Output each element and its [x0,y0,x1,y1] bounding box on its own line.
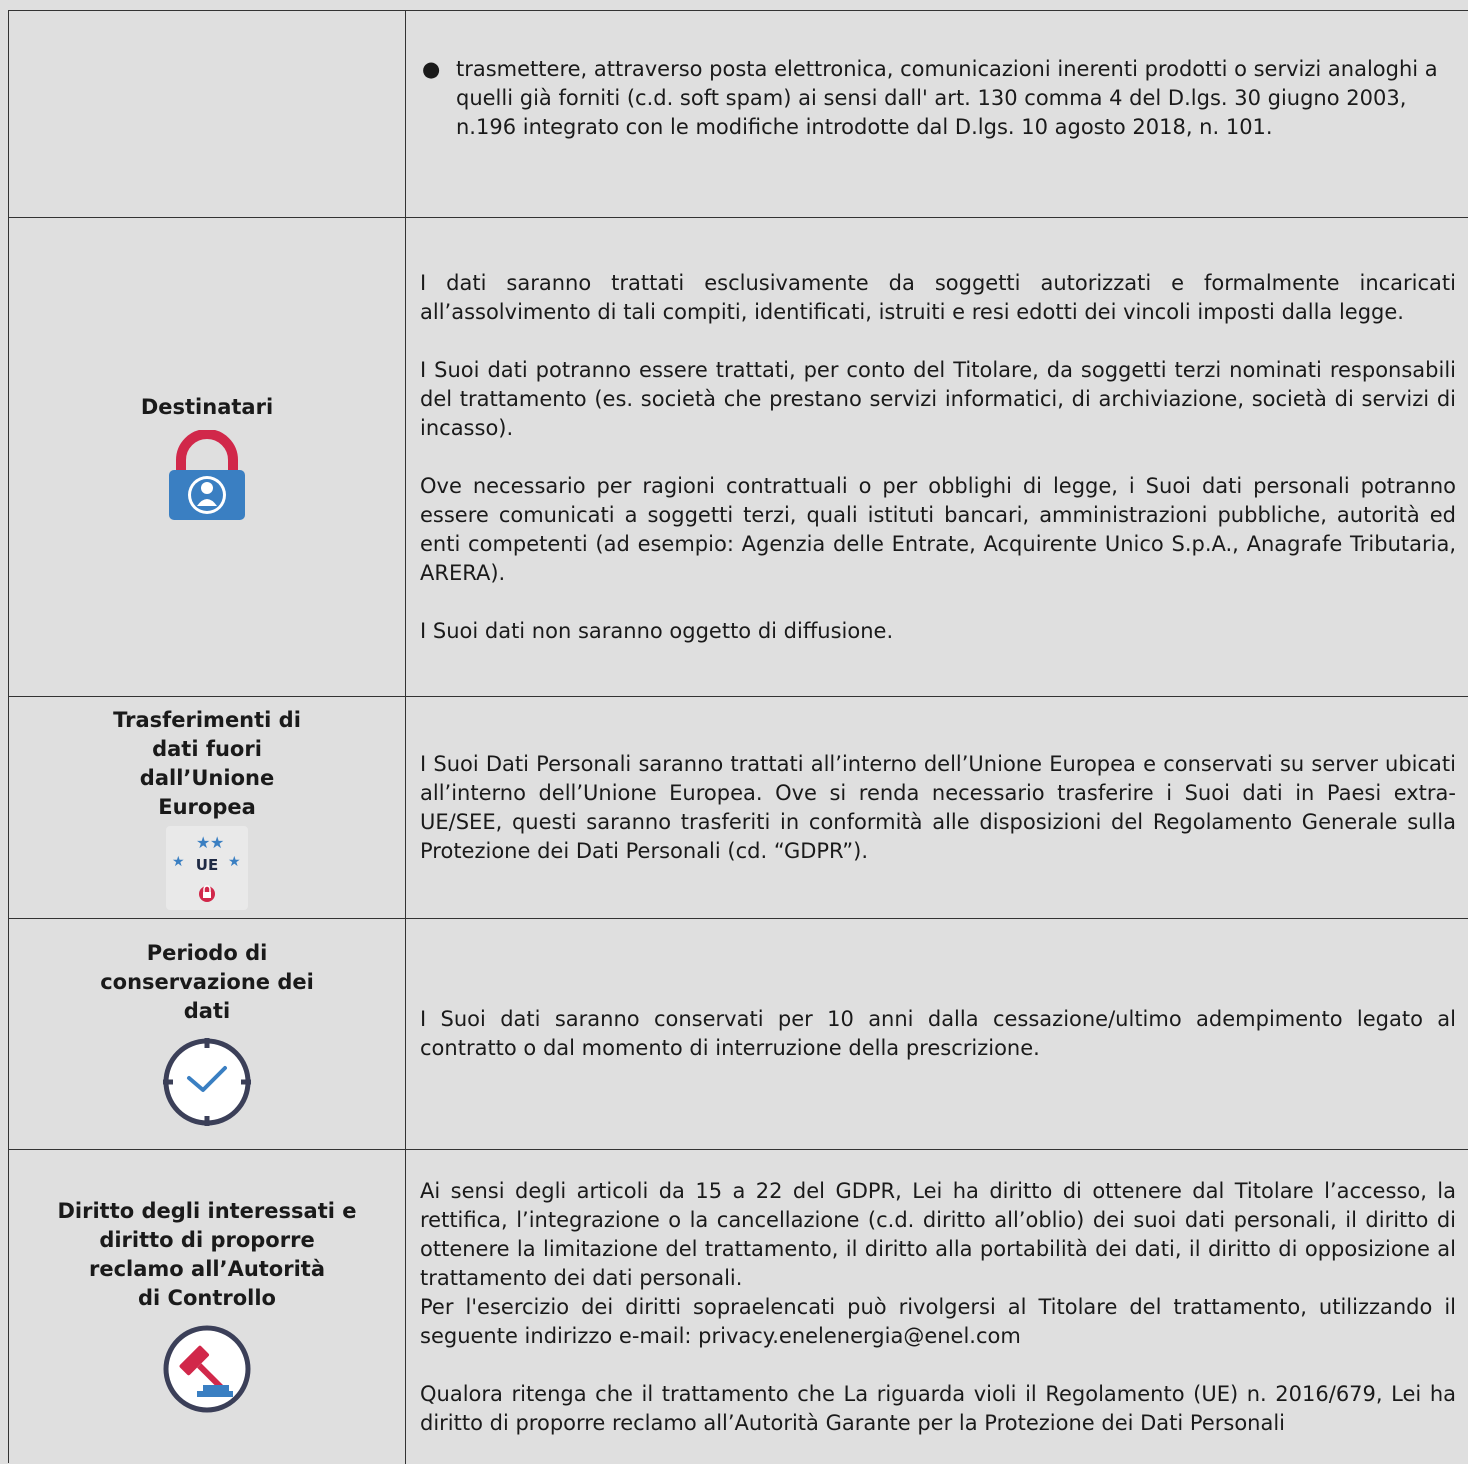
row-label [9,1150,406,1464]
row-title-line: Trasferimenti di [113,707,301,732]
table-row-destinatari [9,218,1468,697]
privacy-table [8,10,1468,1463]
row-title-line: reclamo all’Autorità [88,1257,325,1281]
paragraph: Qualora ritenga che il trattamento che La riguarda violi il Regolamento (UE) n. 2016/679, Lei ha diritto di proporre reclamo all’Autorità Garante per la Protezione dei Dati Personali [420,1381,1456,1435]
svg-text:★: ★ [210,832,225,852]
table-row-periodo [9,919,1468,1150]
bullet-item [420,55,1456,142]
row-label [9,218,406,696]
table-row-trasferimenti [9,697,1468,919]
row-content [406,11,1468,217]
row-title-line: Diritto degli interessati e [57,1199,357,1223]
bullet-icon: ● [422,57,441,81]
svg-text:★: ★ [228,853,241,870]
table-row-soft-spam [9,11,1468,218]
paragraph: Ai sensi degli articoli da 15 a 22 del GDPR, Lei ha diritto di ottenere dal Titolare l’accesso, la rettifica, l’integrazione o la cancellazione (c.d. diritto all’oblio) dei suoi dati personali, il diritto di ottenere la limitazione del trattamento, il diritto alla portabilità dei dati, il diritto di opposizione al trattamento dei dati personali. [420,1178,1456,1290]
row-label [9,697,406,918]
row-title-line: Periodo di [146,940,268,965]
row-title-line: conservazione dei [100,969,314,994]
row-title-line: dati [183,998,231,1023]
eu-label: UE [195,855,219,874]
table-row-diritto [9,1150,1468,1464]
row-title-line: dati fuori [152,736,262,761]
paragraph: I Suoi dati potranno essere trattati, per conto del Titolare, da soggetti terzi nominati responsabili del trattamento (es. società che prestano servizi informatici, di archiviazione, società di servizi di incasso). [420,357,1456,440]
row-title-line: di Controllo [138,1286,276,1310]
row-content [406,218,1468,696]
row-label [9,919,406,1149]
paragraph: Ove necessario per ragioni contrattuali o per obblighi di legge, i Suoi dati personali potranno essere comunicati a soggetti terzi, quali istituti bancari, amministrazioni pubbliche, autorità ed enti competenti (ad esempio: Agenzia delle Entrate, Acquirente Unico S.p.A., Anagrafe Tributaria, ARERA). [420,473,1456,585]
svg-text:★: ★ [196,832,211,852]
row-content [406,919,1468,1149]
paragraph: Per l'esercizio dei diritti sopraelencati può rivolgersi al Titolare del trattamento, utilizzando il seguente indirizzo e-mail: privacy.enelenergia@enel.com [420,1294,1456,1348]
eu-lock-icon [166,826,248,910]
svg-text:★: ★ [172,853,185,870]
paragraph: I Suoi Dati Personali saranno trattati all’interno dell’Unione Europea e conservati su server ubicati all’interno dell’Unione Europea. Ove si renda necessario trasferire i Suoi dati in Paesi extra-UE/SEE, questi saranno trasferiti in conformità alle disposizioni del Regolamento Generale sulla Protezione dei Dati Personali (cd. “GDPR”). [420,751,1456,863]
row-title-line: dall’Unione [139,765,275,790]
lock-user-icon [167,430,247,522]
row-title: Destinatari [140,394,274,419]
clock-icon [159,1034,255,1130]
paragraph: I dati saranno trattati esclusivamente da soggetti autorizzati e formalmente incaricati all’assolvimento di tali compiti, identificati, istruiti e resi edotti dei vincoli imposti dalla legge. [420,270,1456,324]
row-content [406,697,1468,918]
paragraph: I Suoi dati saranno conservati per 10 anni dalla cessazione/ultimo adempimento legato al contratto o dal momento di interruzione della prescrizione. [420,1007,1456,1060]
paragraph: I Suoi dati non saranno oggetto di diffusione. [420,618,894,643]
row-content [406,1150,1468,1464]
row-title-line: Europea [158,794,256,819]
row-label-empty [9,11,406,217]
gavel-icon [159,1321,255,1417]
row-title-line: diritto di proporre [99,1228,315,1252]
bullet-text: trasmettere, attraverso posta elettronica, comunicazioni inerenti prodotti o servizi analoghi a quelli già forniti (c.d. soft spam) ai sensi dall' art. 130 comma 4 del D.lgs. 30 giugno 2003, n.196 integrato con le modifiche introdotte dal D.lgs. 10 agosto 2018, n. 101. [456,57,1438,139]
